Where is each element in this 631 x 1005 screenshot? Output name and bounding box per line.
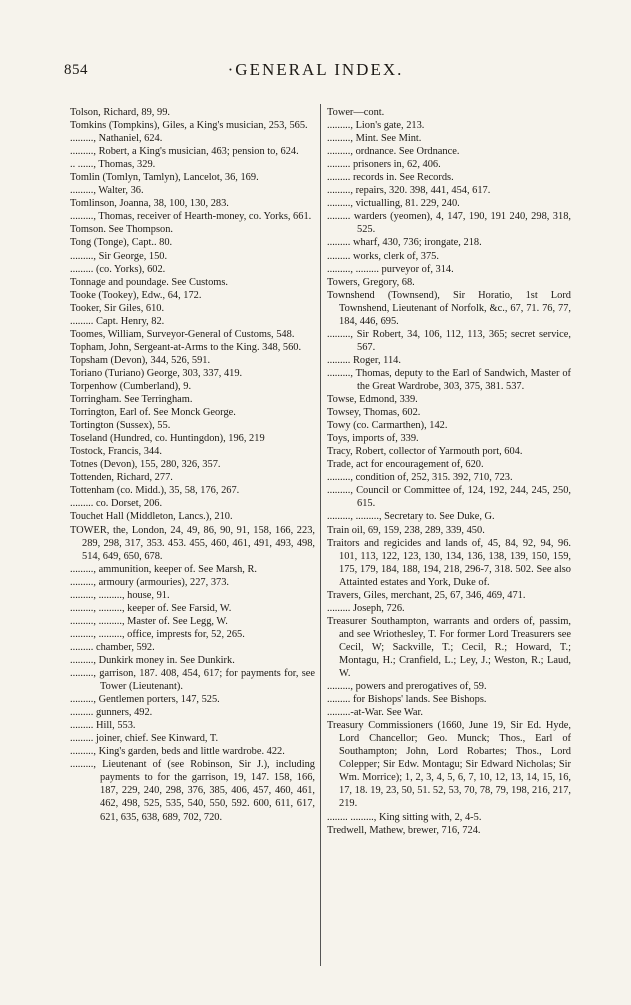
index-entry: ......... records in. See Records. xyxy=(327,172,454,184)
index-entry: ......... prisoners in, 62, 406. xyxy=(327,159,441,171)
index-entry: Tracy, Robert, collector of Yarmouth port, 604. xyxy=(327,446,523,458)
index-entry: ........., powers and prerogatives of, 59. xyxy=(327,681,487,693)
index-entry: Tottenden, Richard, 277. xyxy=(70,472,173,484)
index-entry: Tortington (Sussex), 55. xyxy=(70,420,171,432)
index-entry: Tonnage and poundage. See Customs. xyxy=(70,276,228,288)
index-entry: ........., Thomas, receiver of Hearth-money, co. Yorks, 661. xyxy=(70,211,312,223)
index-entry: Tolson, Richard, 89, 99. xyxy=(70,107,170,118)
index-entry: Tooke (Tookey), Edw., 64, 172. xyxy=(70,289,202,301)
index-entry: ........., ........., keeper of. See Farsid, W. xyxy=(70,602,232,614)
index-entry: ........., ........., office, imprests for, 52, 265. xyxy=(70,628,245,640)
index-entry: ......... warders (yeomen), 4, 147, 190, 191 240, 298, 318, 525. xyxy=(327,211,571,236)
index-entry: ........., Walter, 36. xyxy=(70,185,144,197)
page-title: ·GENERAL INDEX. xyxy=(227,60,404,79)
index-entry: Tomkins (Tompkins), Giles, a King's musician, 253, 565. xyxy=(70,120,308,132)
index-entry: ......... (co. Yorks), 602. xyxy=(70,263,166,275)
index-entry: Trade, act for encouragement of, 620. xyxy=(327,459,484,471)
index-entry: ......... Roger, 114. xyxy=(327,354,401,366)
index-entry: Train oil, 69, 159, 238, 289, 339, 450. xyxy=(327,524,485,536)
index-entry: Treasury Commissioners (1660, June 19, Sir Ed. Hyde, Lord Chancellor; Geo. Munck; Thos., Earl of Southampton; John, Lord Robartes; Thos., Lord Colepper; Sir Edw. Montagu; Sir Edward Nicholas; Sir Wm. Morrice); 1, 2, 3, 4, 5, 6, 7, 10, 12, 13, 14, 15, 16, 17, 18. 19, 23, 50, 51. 52, 53, 70, 78, 79, 198, 216, 217, 219. xyxy=(327,720,571,810)
index-entry: ......... for Bishops' lands. See Bishops. xyxy=(327,694,487,706)
index-entry: ........., Council or Committee of, 124, 192, 244, 245, 250, 615. xyxy=(327,485,571,510)
index-entry: ......... gunners, 492. xyxy=(70,707,153,719)
column-divider xyxy=(320,104,321,966)
index-entry: Torringham. See Terringham. xyxy=(70,394,193,406)
index-entry: ........., garrison, 187. 408, 454, 617; for payments for, see Tower (Lieutenant). xyxy=(70,668,315,693)
index-entry: Totnes (Devon), 155, 280, 326, 357. xyxy=(70,459,221,471)
index-entry: Torpenhow (Cumberland), 9. xyxy=(70,380,192,392)
index-entry: ........., ammunition, keeper of. See Marsh, R. xyxy=(70,563,257,575)
index-entry: Towse, Edmond, 339. xyxy=(327,394,418,406)
index-entry: Tostock, Francis, 344. xyxy=(70,446,162,458)
page-number: 854 xyxy=(64,62,88,78)
index-entry: Toseland (Hundred, co. Huntingdon), 196, 219 xyxy=(70,433,265,445)
index-entry: ........., ......... purveyor of, 314. xyxy=(327,263,454,275)
index-entry: ........., Nathaniel, 624. xyxy=(70,133,163,145)
index-entry: ........., Mint. See Mint. xyxy=(327,133,422,145)
index-entry: ........., Sir George, 150. xyxy=(70,250,168,262)
index-entry: ......... Capt. Henry, 82. xyxy=(70,315,165,327)
index-entry: .........-at-War. See War. xyxy=(327,707,423,719)
index-column-right xyxy=(327,106,571,837)
index-entry: ........., Thomas, deputy to the Earl of Sandwich, Master of the Great Wardrobe, 303, 375, 381. 537. xyxy=(327,367,571,392)
index-entry: ........., condition of, 252, 315. 392, 710, 723. xyxy=(327,472,513,484)
index-entry: Tomson. See Thompson. xyxy=(70,224,173,236)
index-entry: Toriano (Turiano) George, 303, 337, 419. xyxy=(70,367,243,379)
index-entry: Topsham (Devon), 344, 526, 591. xyxy=(70,354,211,366)
index-entry: ........., victualling, 81. 229, 240. xyxy=(327,198,460,210)
index-entry: ........., ordnance. See Ordnance. xyxy=(327,146,460,158)
index-entry: ......... Hill, 553. xyxy=(70,720,136,732)
index-entry: Towy (co. Carmarthen), 142. xyxy=(327,420,448,432)
index-entry: Traitors and regicides and lands of, 45, 84, 92, 94, 96. 101, 113, 122, 123, 130, 134, 136, 138, 139, 150, 159, 175, 179, 184, 188, 194, 218, 296-7, 318. 502. See also Attainted estates and York, Duke of. xyxy=(327,537,571,588)
index-entry: ........., ........., Master of. See Legg, W. xyxy=(70,615,228,627)
index-entry: Travers, Giles, merchant, 25, 67, 346, 469, 471. xyxy=(327,589,526,601)
index-entry: Toys, imports of, 339. xyxy=(327,433,419,445)
index-entry: ........., Dunkirk money in. See Dunkirk. xyxy=(70,654,235,666)
index-entry: ........ ........., King sitting with, 2, 4-5. xyxy=(327,811,482,823)
index-entry: Tottenham (co. Midd.), 35, 58, 176, 267. xyxy=(70,485,240,497)
index-entry: Tredwell, Mathew, brewer, 716, 724. xyxy=(327,824,481,836)
index-entry: ......... wharf, 430, 736; irongate, 218. xyxy=(327,237,482,249)
index-entry: Townshend (Townsend), Sir Horatio, 1st Lord Townshend, Lieutenant of Norfolk, &c., 67, 71. 76, 77, 184, 446, 695. xyxy=(327,289,571,327)
index-entry: Tong (Tonge), Capt.. 80. xyxy=(70,237,173,249)
index-entry: ........., ........., house, 91. xyxy=(70,589,170,601)
index-entry: Topham, John, Sergeant-at-Arms to the King. 348, 560. xyxy=(70,341,302,353)
index-entry: ......... chamber, 592. xyxy=(70,641,155,653)
index-entry: Torrington, Earl of. See Monck George. xyxy=(70,407,236,419)
index-entry: Touchet Hall (Middleton, Lancs.), 210. xyxy=(70,511,233,523)
index-entry: ........., Lion's gate, 213. xyxy=(327,120,425,132)
index-entry: ......... co. Dorset, 206. xyxy=(70,498,163,510)
index-entry: ........., Sir Robert, 34, 106, 112, 113, 365; secret service, 567. xyxy=(327,328,571,353)
index-entry: Tooker, Sir Giles, 610. xyxy=(70,302,165,314)
index-entry: Tomlin (Tomlyn, Tamlyn), Lancelot, 36, 169. xyxy=(70,172,259,184)
index-entry: Towers, Gregory, 68. xyxy=(327,276,415,288)
index-entry: ........., Robert, a King's musician, 463; pension to, 624. xyxy=(70,146,299,158)
index-entry: ........., King's garden, beds and little wardrobe. 422. xyxy=(70,746,285,758)
index-entry: .. ......, Thomas, 329. xyxy=(70,159,156,171)
index-entry: ......... works, clerk of, 375. xyxy=(327,250,439,262)
index-entry: ........., ........., Secretary to. See Duke, G. xyxy=(327,511,495,523)
index-entry: TOWER, the, London, 24, 49, 86, 90, 91, 158, 166, 223, 289, 298, 317, 353. 453. 455, 460, 461, 491, 493, 498, 514, 649, 650, 678. xyxy=(70,524,315,562)
index-column-left xyxy=(70,106,315,824)
index-entry: Toomes, William, Surveyor-General of Customs, 548. xyxy=(70,328,295,340)
index-entry: ........., Lieutenant of (see Robinson, Sir J.), including payments to for the garrison, 19, 147. 158, 166, 187, 229, 240, 298, 376, 385, 406, 457, 460, 461, 462, 498, 525, 535, 540, 550, 592. 600, 611, 617, 621, 635, 638, 689, 702, 720. xyxy=(70,759,315,823)
index-entry: ......... Joseph, 726. xyxy=(327,602,405,614)
index-entry: Tomlinson, Joanna, 38, 100, 130, 283. xyxy=(70,198,229,210)
index-entry: Towsey, Thomas, 602. xyxy=(327,407,421,419)
index-entry: ........., armoury (armouries), 227, 373. xyxy=(70,576,229,588)
index-entry: ........., Gentlemen porters, 147, 525. xyxy=(70,694,220,706)
index-entry: Treasurer Southampton, warrants and orders of, passim, and see Wriothesley, T. For former Lord Treasurers see Cecil, W; Sackville, T.; Cecil, R.; Howard, T.; Montagu, H.; Cranfield, L.; Ley, J.; Weston, R.; Laud, W. xyxy=(327,615,571,680)
index-entry: ........., repairs, 320. 398, 441, 454, 617. xyxy=(327,185,491,197)
index-entry: Tower—cont. xyxy=(327,107,385,118)
index-entry: ......... joiner, chief. See Kinward, T. xyxy=(70,733,219,745)
